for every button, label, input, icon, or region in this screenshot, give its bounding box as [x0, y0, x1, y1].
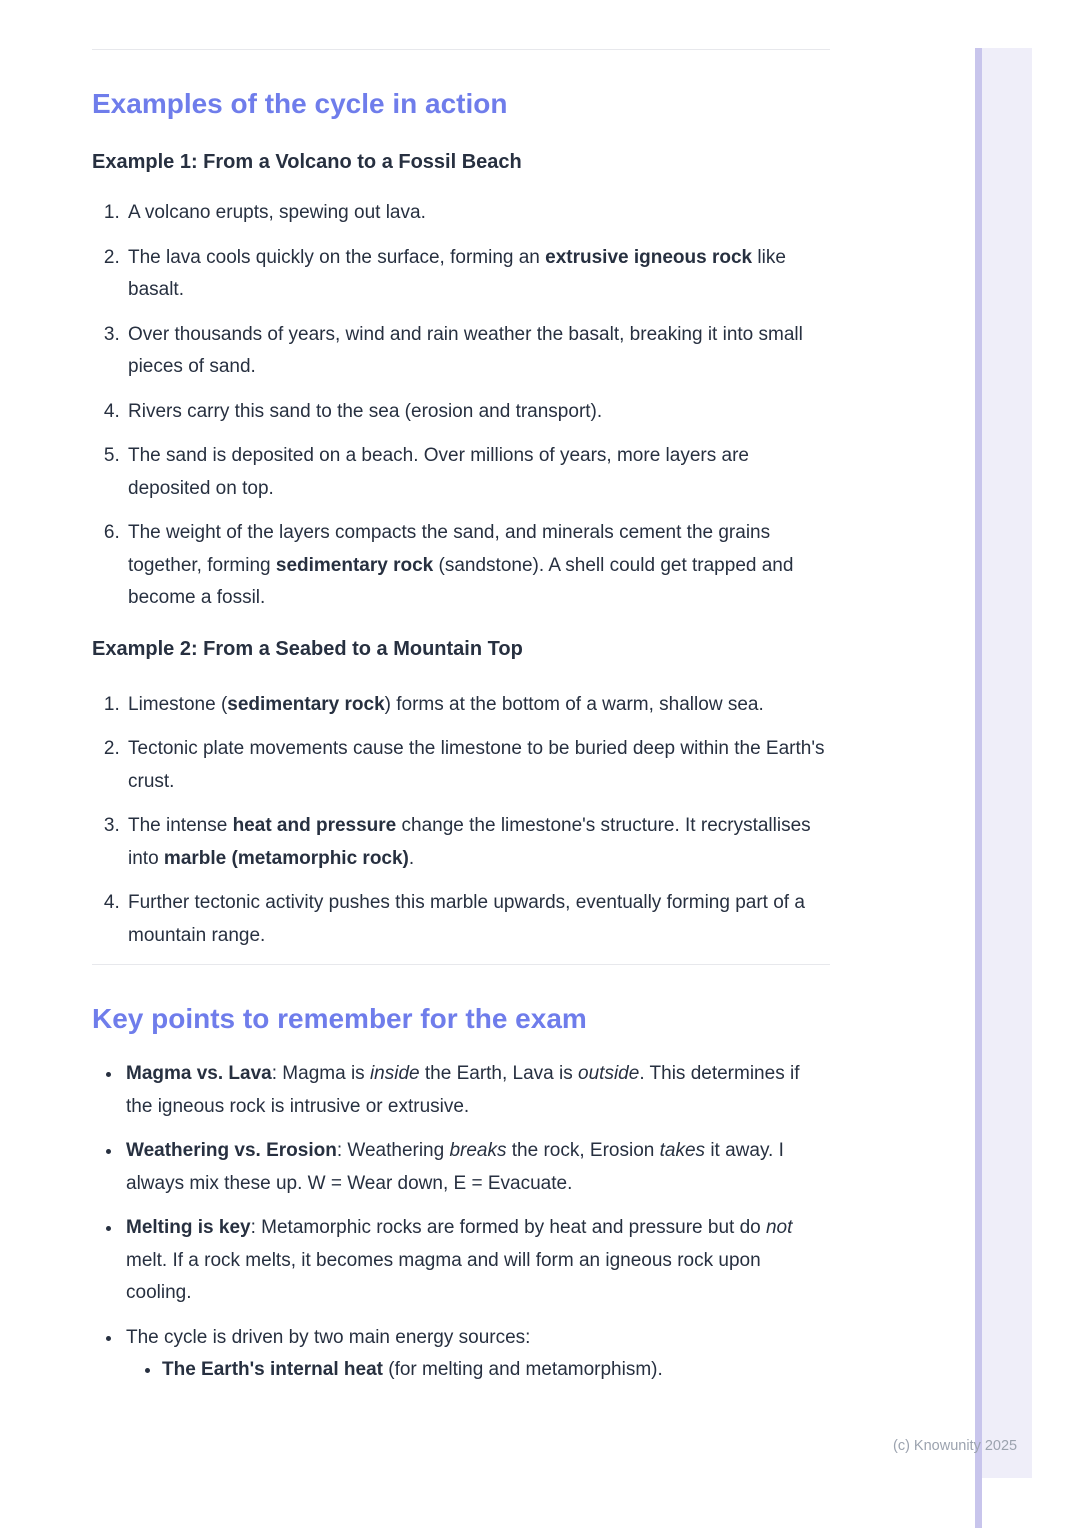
- example1-list: [92, 197, 830, 615]
- keypoints-section-title: Key points to remember for the exam: [92, 1003, 587, 1034]
- keypoints-nested-list: [126, 1354, 830, 1387]
- list-item: [123, 1322, 830, 1387]
- list-item: 4. Further tectonic activity pushes this marble upwards, eventually forming part of a mountain range.: [125, 887, 830, 952]
- list-item: 3. The intense heat and pressure change the limestone's structure. It recrystallises into marble (metamorphic rock).: [125, 810, 830, 875]
- example1-heading: Example 1: From a Volcano to a Fossil Beach: [92, 151, 522, 173]
- vertical-scrollbar[interactable]: [975, 48, 982, 1528]
- list-item: 5. The sand is deposited on a beach. Over millions of years, more layers are deposited on top.: [125, 440, 830, 505]
- example2-heading: Example 2: From a Seabed to a Mountain Top: [92, 637, 523, 660]
- section-divider-top: [92, 49, 830, 50]
- list-item: 4. Rivers carry this sand to the sea (erosion and transport).: [125, 396, 830, 429]
- next-page-edge: [982, 48, 1032, 1478]
- list-item: 1. Limestone (sedimentary rock) forms at the bottom of a warm, shallow sea.: [125, 689, 830, 722]
- nested-list-item: • The Earth's internal heat (for melting and metamorphism).: [162, 1354, 830, 1387]
- footer-copyright: (c) Knowunity 2025: [893, 1438, 1018, 1454]
- list-item: 1. A volcano erupts, spewing out lava.: [125, 197, 830, 230]
- keypoints-list: [92, 1058, 830, 1387]
- list-item: • Weathering vs. Erosion: Weathering breaks the rock, Erosion takes it away. I always mix these up. W = Wear down, E = Evacuate.: [123, 1135, 830, 1200]
- list-item: • Magma vs. Lava: Magma is inside the Earth, Lava is outside. This determines if the igneous rock is intrusive or extrusive.: [123, 1058, 830, 1123]
- document-content: [92, 0, 830, 1399]
- section-divider-mid: [92, 964, 830, 965]
- example2-list: [92, 689, 830, 953]
- list-item: • Melting is key: Metamorphic rocks are formed by heat and pressure but do not melt. If a rock melts, it becomes magma and will form an igneous rock upon cooling.: [123, 1212, 830, 1310]
- list-item: 3. Over thousands of years, wind and rain weather the basalt, breaking it into small pieces of sand.: [125, 319, 830, 384]
- list-item-text: The cycle is driven by two main energy sources:: [126, 1326, 531, 1348]
- list-item: 6. The weight of the layers compacts the sand, and minerals cement the grains together, forming sedimentary rock (sandstone). A shell could get trapped and become a fossil.: [125, 517, 830, 615]
- examples-section-title: Examples of the cycle in action: [92, 88, 508, 119]
- list-item: 2. The lava cools quickly on the surface, forming an extrusive igneous rock like basalt.: [125, 242, 830, 307]
- list-item: 2. Tectonic plate movements cause the limestone to be buried deep within the Earth's crust.: [125, 733, 830, 798]
